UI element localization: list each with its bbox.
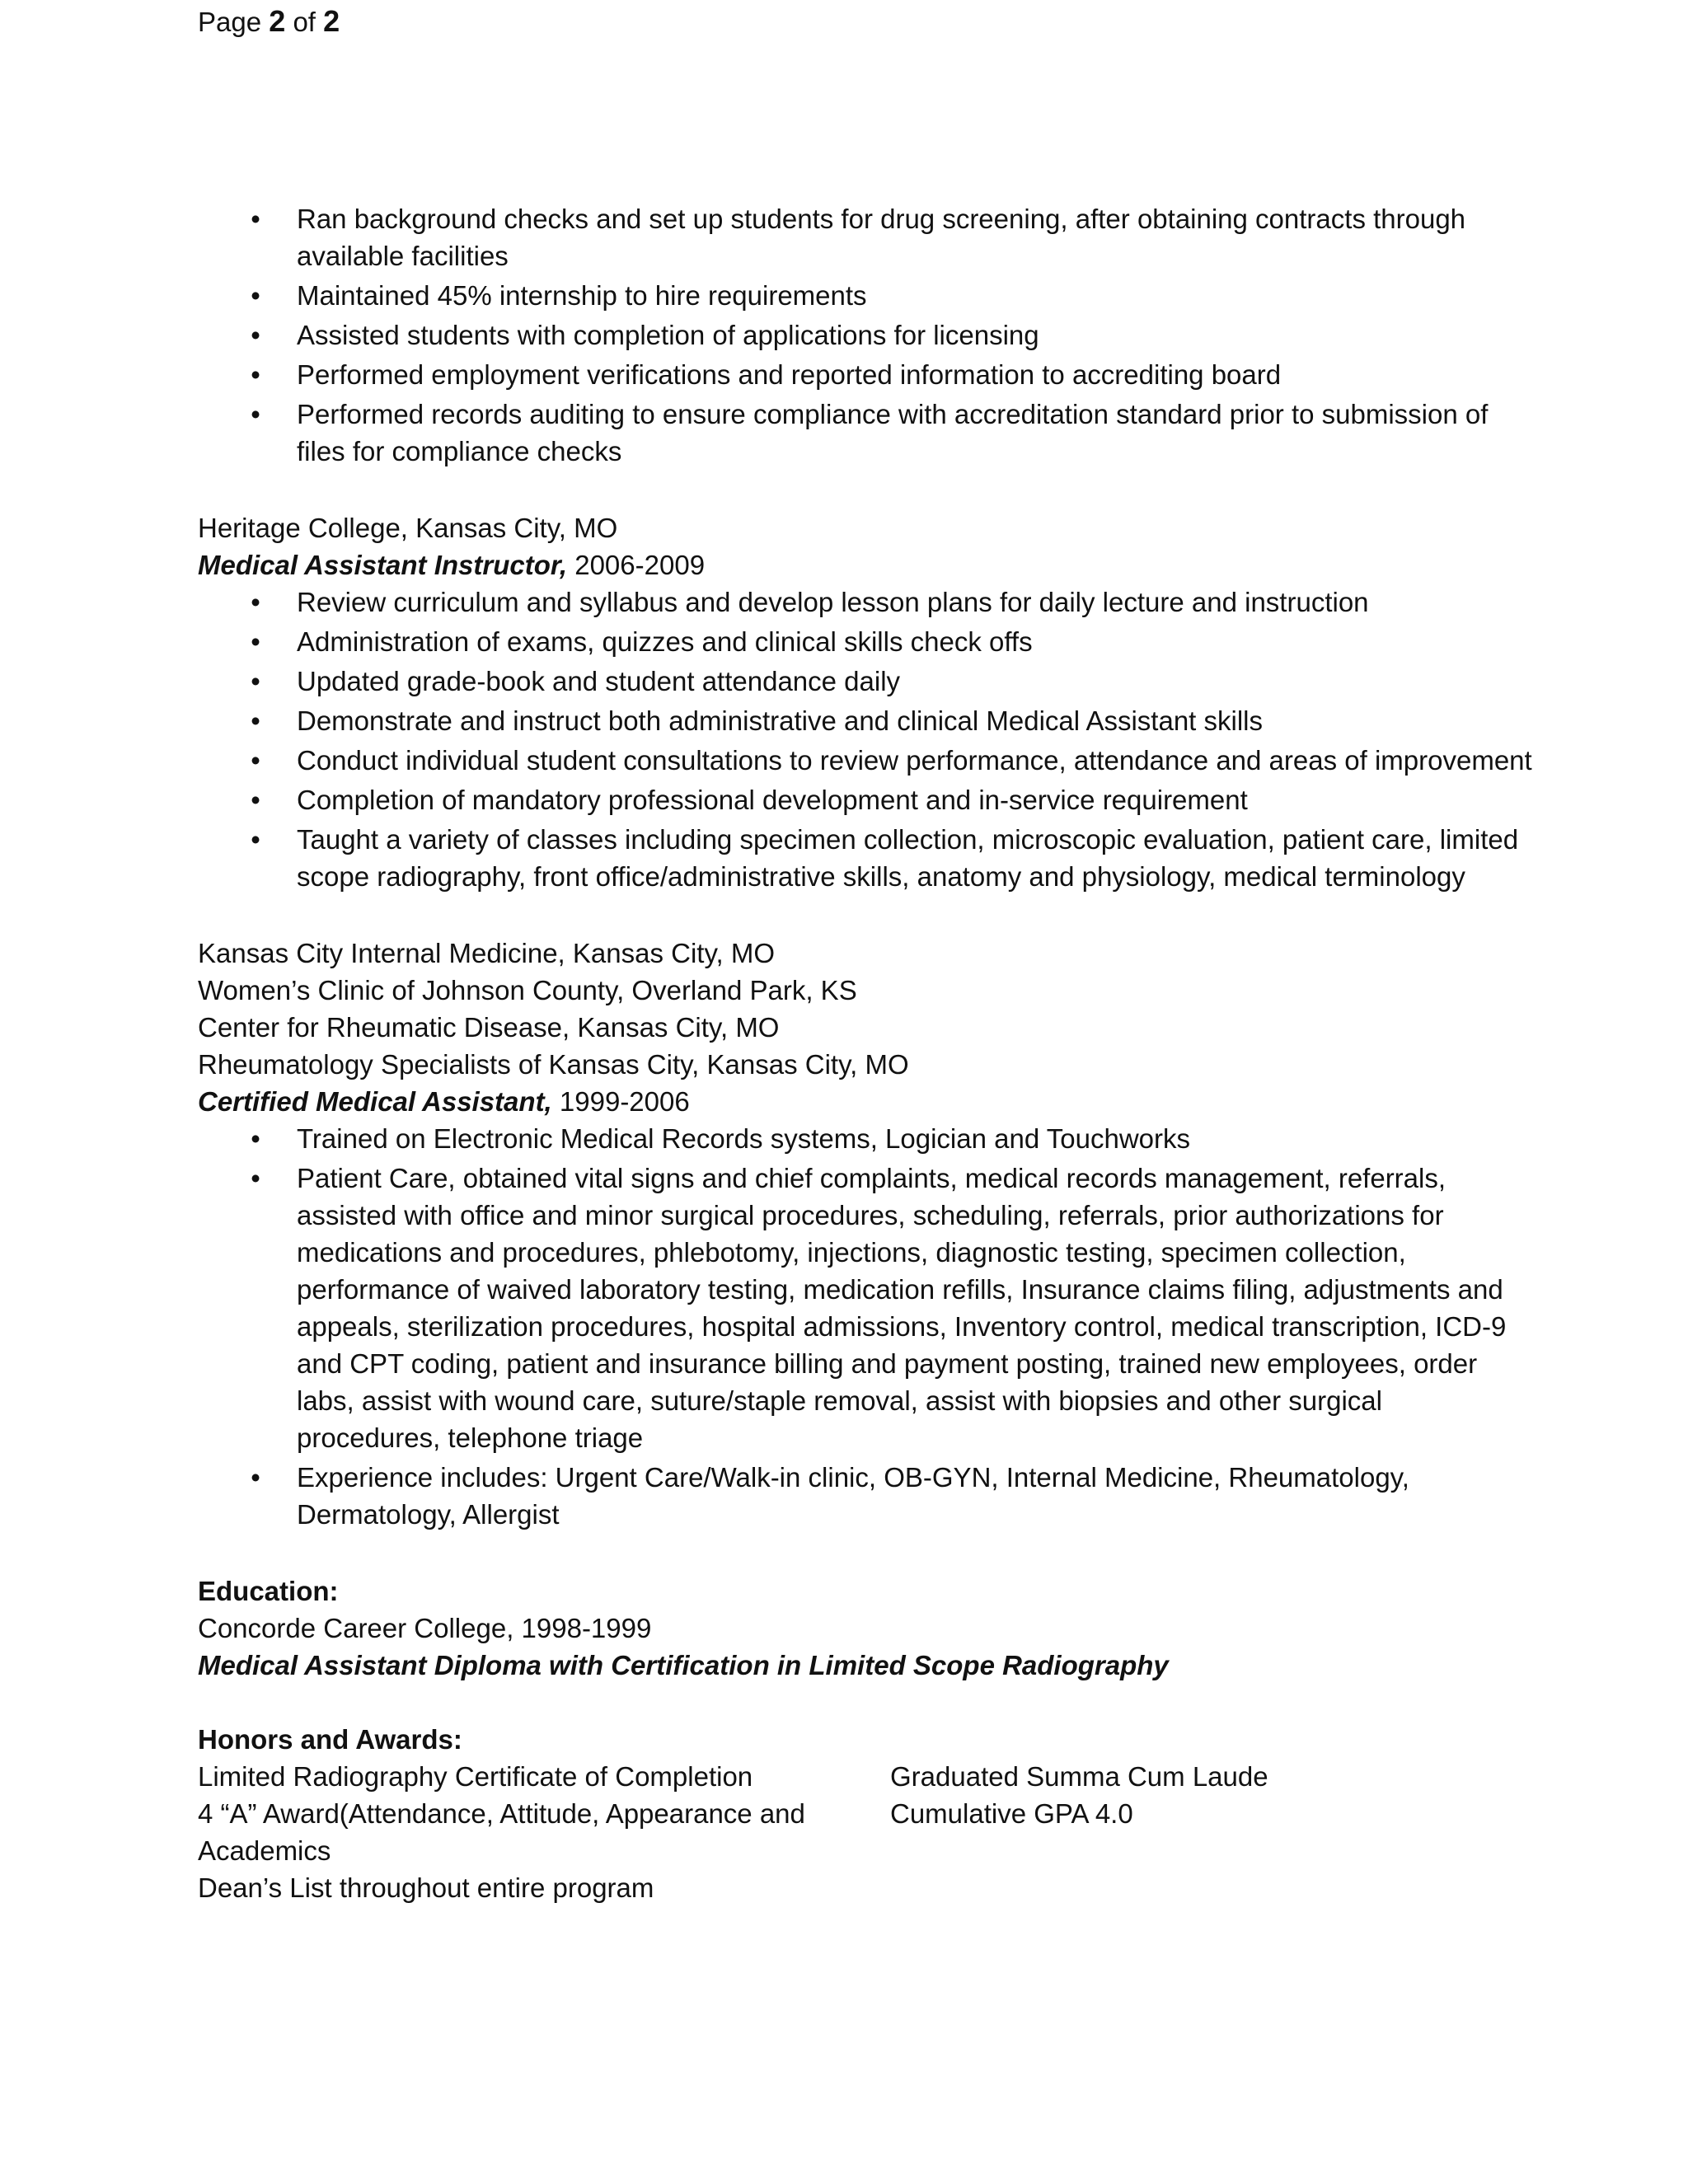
awards-right-column bbox=[890, 1758, 1467, 1906]
bullet-item: • Assisted students with completion of applications for licensing bbox=[198, 316, 1533, 354]
bullet-item: • Completion of mandatory professional development and in-service requirement bbox=[198, 781, 1533, 818]
job-bullets bbox=[198, 1120, 1533, 1533]
honors-heading: Honors and Awards: bbox=[198, 1724, 462, 1755]
bullet-icon: • bbox=[251, 204, 260, 234]
bullet-icon: • bbox=[251, 1462, 260, 1493]
employer-name: Rheumatology Specialists of Kansas City, Kansas City, MO bbox=[198, 1049, 909, 1080]
bullet-item: • Performed records auditing to ensure compliance with accreditation standard prior to submission of files for compliance checks bbox=[198, 396, 1533, 470]
page-of-label: of bbox=[285, 7, 324, 37]
school-name: Concorde Career College, 1998-1999 bbox=[198, 1613, 652, 1643]
award-item: Limited Radiography Certificate of Completion bbox=[198, 1761, 753, 1792]
bullet-icon: • bbox=[251, 824, 260, 855]
previous-job-bullets bbox=[198, 200, 1533, 470]
employer-name: Kansas City Internal Medicine, Kansas City, MO bbox=[198, 938, 775, 968]
diploma-title: Medical Assistant Diploma with Certification in Limited Scope Radiography bbox=[198, 1650, 1169, 1680]
job-title-line bbox=[198, 546, 1533, 583]
bullet-icon: • bbox=[251, 785, 260, 815]
page-label: Page bbox=[198, 7, 270, 37]
bullet-icon: • bbox=[251, 626, 260, 657]
bullet-icon: • bbox=[251, 359, 260, 390]
job-dates: 1999-2006 bbox=[551, 1086, 690, 1117]
bullet-item: • Updated grade-book and student attendance daily bbox=[198, 663, 1533, 700]
job-title-line bbox=[198, 1083, 1533, 1120]
awards-left-column bbox=[198, 1758, 890, 1906]
employer-name: Heritage College, Kansas City, MO bbox=[198, 513, 618, 543]
award-item: Graduated Summa Cum Laude bbox=[890, 1761, 1268, 1792]
bullet-item: • Performed employment verifications and reported information to accrediting board bbox=[198, 356, 1533, 393]
bullet-item: • Taught a variety of classes including specimen collection, microscopic evaluation, patient care, limited scope radiography, front office/administrative skills, anatomy and physiology, medical terminology bbox=[198, 821, 1533, 895]
page-number bbox=[198, 2, 340, 40]
award-item: 4 “A” Award(Attendance, Attitude, Appearance and Academics bbox=[198, 1798, 805, 1866]
education-heading: Education: bbox=[198, 1576, 339, 1606]
job-title: Medical Assistant Instructor, bbox=[198, 550, 568, 580]
bullet-icon: • bbox=[251, 280, 260, 311]
job-bullets bbox=[198, 583, 1533, 895]
employer-name: Women’s Clinic of Johnson County, Overland Park, KS bbox=[198, 975, 857, 1005]
job-medical-assistant bbox=[198, 935, 1533, 1533]
bullet-item: • Maintained 45% internship to hire requirements bbox=[198, 277, 1533, 314]
bullet-icon: • bbox=[251, 587, 260, 617]
current-page: 2 bbox=[269, 4, 286, 38]
bullet-icon: • bbox=[251, 666, 260, 696]
bullet-icon: • bbox=[251, 1123, 260, 1154]
bullet-item: • Patient Care, obtained vital signs and chief complaints, medical records management, referrals, assisted with office and minor surgical procedures, scheduling, referrals, prior authorizations for medications and procedures, phlebotomy, injections, diagnostic testing, specimen collection, performance of waived laboratory testing, medication refills, Insurance claims filing, adjustments and appeals, sterilization procedures, hospital admissions, Inventory control, medical transcription, ICD-9 and CPT coding, patient and insurance billing and payment posting, trained new employees, order labs, assist with wound care, suture/staple removal, assist with biopsies and other surgical procedures, telephone triage bbox=[198, 1160, 1533, 1456]
bullet-item: • Conduct individual student consultations to review performance, attendance and areas of improvement bbox=[198, 742, 1533, 779]
job-heritage-college bbox=[198, 509, 1533, 895]
bullet-icon: • bbox=[251, 1163, 260, 1193]
education-section bbox=[198, 1572, 1533, 1684]
bullet-item: • Review curriculum and syllabus and develop lesson plans for daily lecture and instruction bbox=[198, 583, 1533, 621]
honors-section bbox=[198, 1721, 1533, 1906]
bullet-icon: • bbox=[251, 705, 260, 736]
job-dates: 2006-2009 bbox=[567, 550, 706, 580]
bullet-icon: • bbox=[251, 399, 260, 429]
job-title: Certified Medical Assistant, bbox=[198, 1086, 552, 1117]
bullet-item: • Ran background checks and set up students for drug screening, after obtaining contracts through available facilities bbox=[198, 200, 1533, 274]
bullet-item: • Trained on Electronic Medical Records systems, Logician and Touchworks bbox=[198, 1120, 1533, 1157]
awards-columns bbox=[198, 1758, 1533, 1906]
bullet-item: • Administration of exams, quizzes and clinical skills check offs bbox=[198, 623, 1533, 660]
award-item: Cumulative GPA 4.0 bbox=[890, 1798, 1133, 1829]
award-item: Dean’s List throughout entire program bbox=[198, 1872, 654, 1903]
total-pages: 2 bbox=[323, 4, 340, 38]
employer-name: Center for Rheumatic Disease, Kansas City, MO bbox=[198, 1012, 780, 1043]
bullet-icon: • bbox=[251, 745, 260, 776]
resume-body bbox=[198, 200, 1533, 1906]
bullet-item: • Demonstrate and instruct both administrative and clinical Medical Assistant skills bbox=[198, 702, 1533, 739]
bullet-icon: • bbox=[251, 320, 260, 350]
bullet-item: • Experience includes: Urgent Care/Walk-in clinic, OB-GYN, Internal Medicine, Rheumatology, Dermatology, Allergist bbox=[198, 1459, 1533, 1533]
